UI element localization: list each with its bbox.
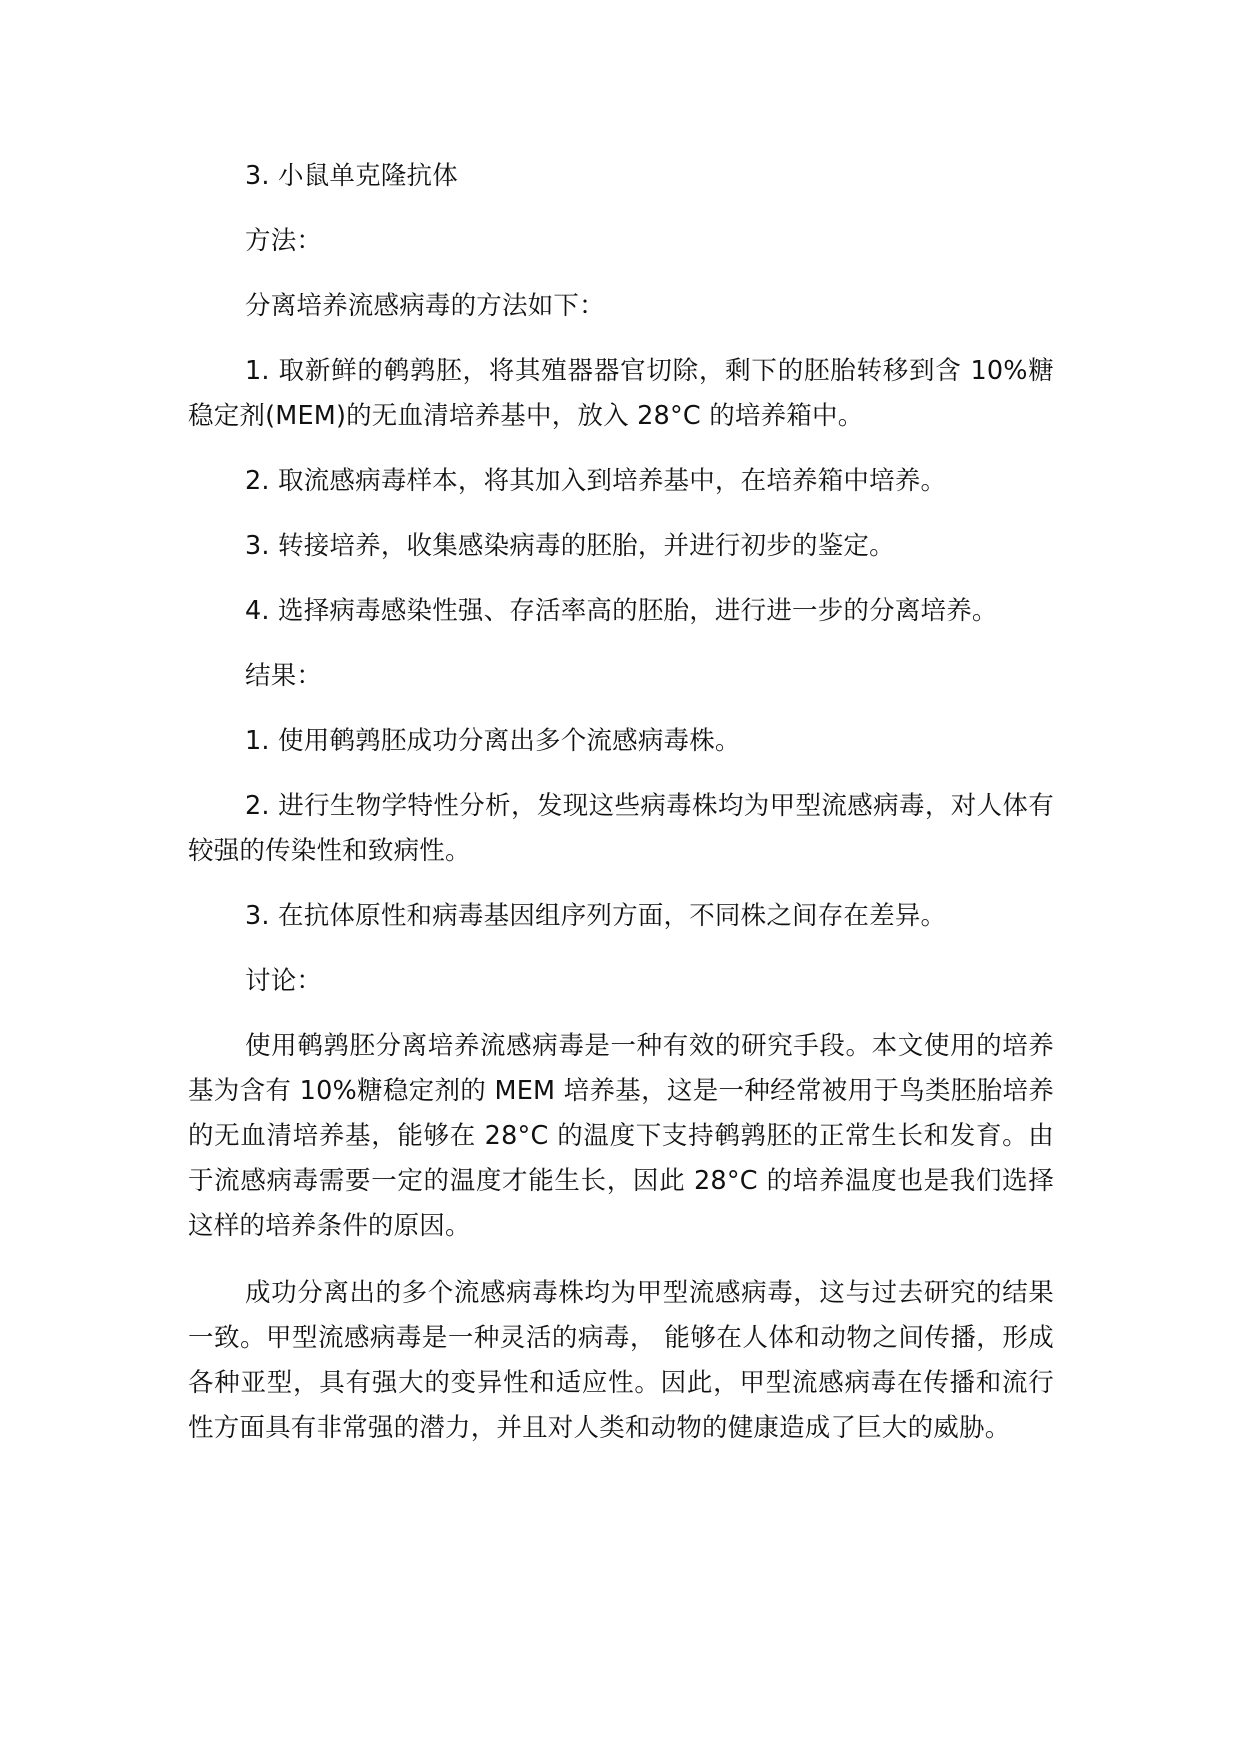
discussion-paragraph-2: 成功分离出的多个流感病毒株均为甲型流感病毒，这与过去研究的结果一致。甲型流感病毒是一种灵活的病毒， 能够在人体和动物之间传播，形成各种亚型，具有强大的变异性和适应性。因此，甲型流感病毒在传播和流行性方面具有非常强的潜力，并且对人类和动物的健康造成了巨大的威胁。 xyxy=(188,1278,1054,1443)
results-item-1: 1. 使用鹌鹑胚成功分离出多个流感病毒株。 xyxy=(245,726,741,756)
results-item-2: 2. 进行生物学特性分析，发现这些病毒株均为甲型流感病毒，对人体有较强的传染性和致病性。 xyxy=(188,791,1054,866)
section-heading-results: 结果： xyxy=(245,661,323,691)
methods-intro: 分离培养流感病毒的方法如下： xyxy=(245,291,605,321)
methods-step-4: 4. 选择病毒感染性强、存活率高的胚胎，进行进一步的分离培养。 xyxy=(245,596,998,626)
methods-step-1: 1. 取新鲜的鹌鹑胚，将其殖器器官切除，剩下的胚胎转移到含 10%糖稳定剂(MEM)的无血清培养基中，放入 28°C 的培养箱中。 xyxy=(188,356,1054,431)
discussion-paragraph-1: 使用鹌鹑胚分离培养流感病毒是一种有效的研究手段。本文使用的培养基为含有 10%糖稳定剂的 MEM 培养基，这是一种经常被用于鸟类胚胎培养的无血清培养基，能够在 28°C 的温度下支持鹌鹑胚的正常生长和发育。由于流感病毒需要一定的温度才能生长，因此 28°C 的培养温度也是我们选择这样的培养条件的原因。 xyxy=(188,1031,1054,1241)
section-heading-discussion: 讨论： xyxy=(245,966,323,996)
document-body xyxy=(188,154,1054,1451)
subsection-heading-antibody: 3. 小鼠单克隆抗体 xyxy=(245,161,458,191)
methods-step-3: 3. 转接培养，收集感染病毒的胚胎，并进行初步的鉴定。 xyxy=(245,531,895,561)
results-item-3: 3. 在抗体原性和病毒基因组序列方面，不同株之间存在差异。 xyxy=(245,901,947,931)
methods-step-2: 2. 取流感病毒样本，将其加入到培养基中，在培养箱中培养。 xyxy=(245,466,947,496)
section-heading-methods: 方法： xyxy=(245,226,323,256)
